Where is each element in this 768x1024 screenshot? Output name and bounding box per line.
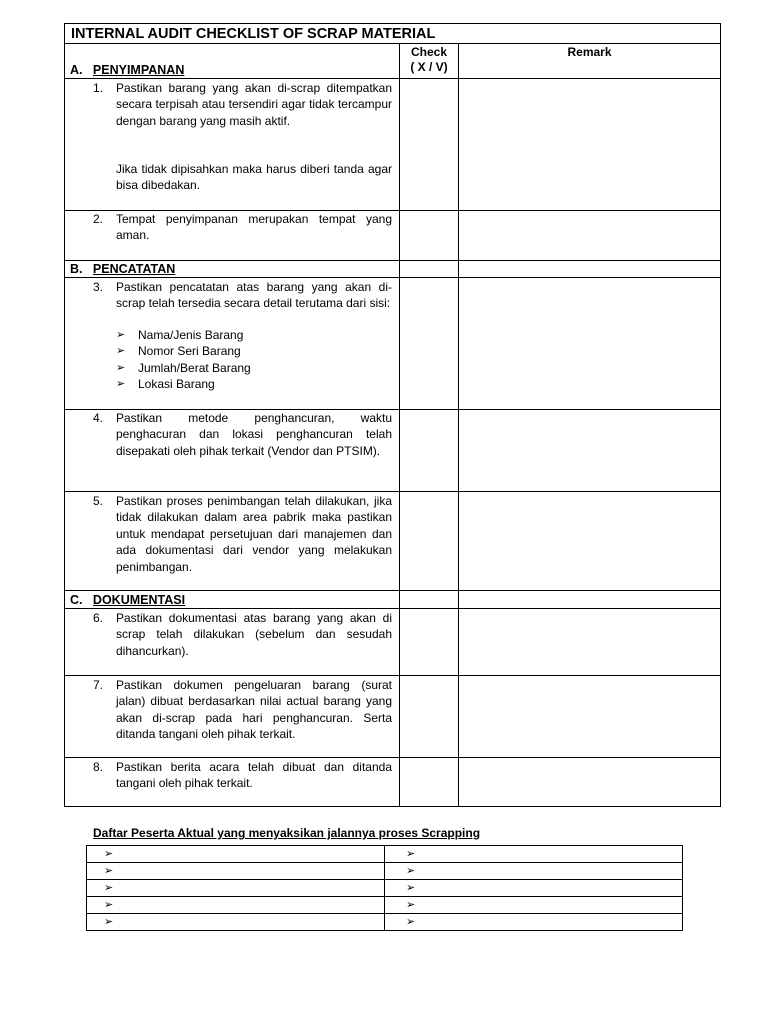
- section-name: PENYIMPANAN: [92, 63, 185, 77]
- arrow-bullet-icon: ➢: [406, 848, 416, 860]
- row-divider: [64, 608, 721, 609]
- bullet-text: Nama/Jenis Barang: [138, 328, 244, 342]
- row-divider: [64, 757, 721, 758]
- section-letter: C.: [70, 593, 83, 607]
- row-divider: [64, 675, 721, 676]
- bullet-text: Lokasi Barang: [138, 377, 215, 392]
- arrow-bullet-icon: ➢: [116, 361, 126, 374]
- remark-column-header: Remark: [567, 45, 612, 59]
- item-number: 2.: [93, 212, 104, 226]
- participants-table: [86, 845, 683, 931]
- table-border: [682, 845, 683, 931]
- bullet-text: Nomor Seri Barang: [138, 344, 241, 359]
- arrow-bullet-icon: ➢: [116, 378, 126, 391]
- section-letter: B.: [70, 262, 83, 276]
- table-border: [86, 845, 87, 931]
- list-item: [116, 343, 392, 359]
- row-divider: [64, 590, 721, 591]
- arrow-bullet-icon: ➢: [104, 916, 114, 928]
- section-letter: A.: [70, 63, 83, 77]
- table-column-divider: [384, 845, 385, 931]
- arrow-bullet-icon: ➢: [406, 865, 416, 877]
- arrow-bullet-icon: ➢: [104, 899, 114, 911]
- item-number: 6.: [93, 611, 104, 625]
- item-text: Pastikan dokumentasi atas barang yang akan di scrap telah dilakukan (sebelum dan sesudah dihancurkan).: [116, 611, 392, 658]
- item-text: Pastikan pencatatan atas barang yang akan di-scrap telah tersedia secara detail terutama dari sisi:: [116, 280, 392, 311]
- item-number: 7.: [93, 678, 104, 692]
- title-divider: [64, 43, 721, 44]
- item-text: Pastikan proses penimbangan telah dilakukan, jika tidak dilakukan dalam area pabrik maka pastikan untuk mendapat persetujuan dari manajemen dan ada dokumentasi dari vendor yang melakukan penimbangan.: [116, 494, 392, 574]
- table-border-left: [64, 23, 65, 807]
- row-divider: [64, 277, 721, 278]
- item-text: Tempat penyimpanan merupakan tempat yang aman.: [116, 212, 392, 243]
- item-number: 8.: [93, 760, 104, 774]
- section-c-heading: [70, 592, 185, 608]
- check-column-header: [400, 45, 458, 75]
- header-divider: [64, 78, 721, 79]
- item-text: Pastikan dokumen pengeluaran barang (surat jalan) dibuat berdasarkan nilai actual barang yang akan di-scrap pada hari penghancuran. Serta ditanda tangani oleh pihak terkait.: [116, 678, 392, 742]
- item-bullet-list: [116, 327, 392, 393]
- section-name: DOKUMENTASI: [92, 593, 186, 607]
- arrow-bullet-icon: ➢: [406, 916, 416, 928]
- item-number: 1.: [93, 81, 104, 95]
- column-divider-remark: [458, 43, 459, 807]
- section-name: PENCATATAN: [92, 262, 176, 276]
- item-text: Pastikan metode penghancuran, waktu penghacuran dan lokasi penghancuran telah disepakati oleh pihak terkait (Vendor dan PTSIM).: [116, 411, 392, 458]
- participants-title: Daftar Peserta Aktual yang menyaksikan jalannya proses Scrapping: [93, 826, 481, 840]
- section-b-heading: [70, 261, 175, 277]
- document-title: INTERNAL AUDIT CHECKLIST OF SCRAP MATERIAL: [71, 26, 436, 42]
- arrow-bullet-icon: ➢: [104, 865, 114, 877]
- arrow-bullet-icon: ➢: [104, 848, 114, 860]
- column-divider-check: [399, 43, 400, 807]
- item-text-note: Jika tidak dipisahkan maka harus diberi tanda agar bisa dibedakan.: [116, 162, 392, 193]
- list-item: [116, 360, 392, 376]
- arrow-bullet-icon: ➢: [406, 899, 416, 911]
- list-item: [116, 327, 392, 343]
- check-header-line2: ( X / V): [410, 60, 448, 74]
- arrow-bullet-icon: ➢: [406, 882, 416, 894]
- table-border-right: [720, 23, 721, 807]
- item-text: Pastikan barang yang akan di-scrap ditempatkan secara terpisah atau tersendiri agar tidak tercampur dengan barang yang masih aktif.: [116, 81, 392, 128]
- arrow-bullet-icon: ➢: [116, 329, 126, 341]
- arrow-bullet-icon: ➢: [116, 345, 126, 358]
- table-border-bottom: [64, 806, 721, 807]
- bullet-text: Jumlah/Berat Barang: [138, 360, 251, 375]
- table-border-top: [64, 23, 721, 24]
- list-item: [116, 376, 392, 392]
- item-text: Pastikan berita acara telah dibuat dan ditanda tangani oleh pihak terkait.: [116, 760, 392, 791]
- row-divider: [64, 491, 721, 492]
- section-a-heading: [70, 62, 184, 78]
- item-number: 3.: [93, 280, 104, 294]
- item-number: 5.: [93, 494, 104, 508]
- arrow-bullet-icon: ➢: [104, 882, 114, 894]
- check-header-line1: Check: [410, 45, 448, 59]
- item-number: 4.: [93, 411, 104, 425]
